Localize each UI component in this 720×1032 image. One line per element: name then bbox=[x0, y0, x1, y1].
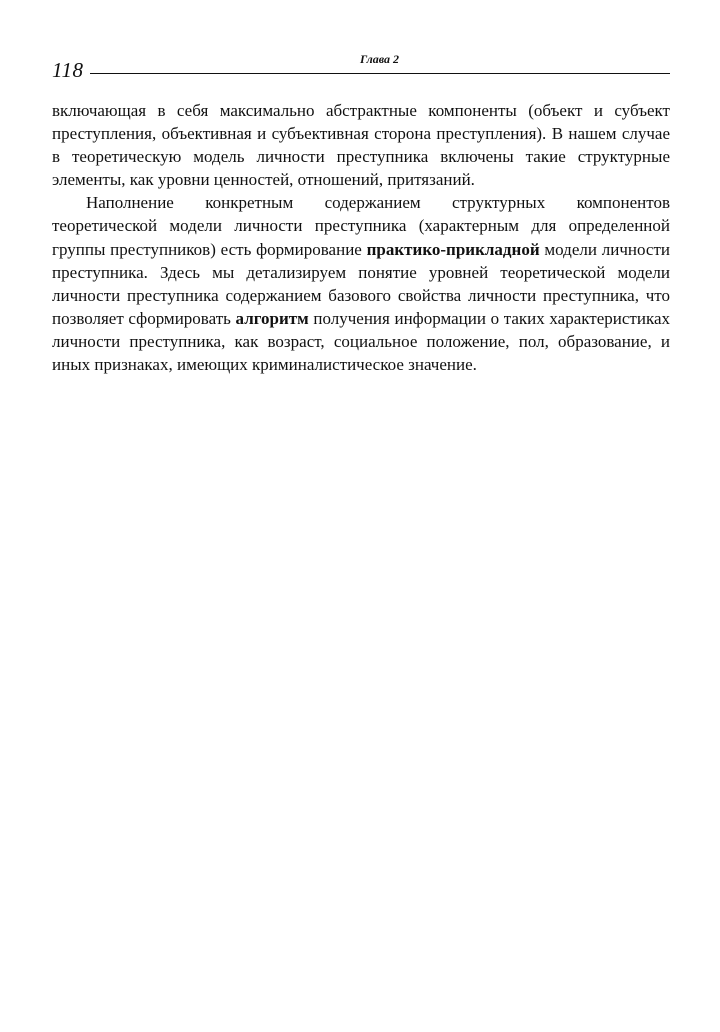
paragraph-2-text: получения информации о таких характеристиках личности преступника, как возраст, социальное положение, пол, образование, и иных признаках, имеющих криминалистическое значение. bbox=[52, 308, 670, 375]
body-text bbox=[52, 99, 670, 376]
paragraph-2-text: модели личности преступника. Здесь мы детализируем понятие уровней теоретической модели личности преступника содержанием базового свойства личности преступника, что позволяет сформировать bbox=[52, 239, 670, 328]
paragraph-2 bbox=[52, 191, 670, 376]
paragraph-1-text: включающая в себя максимально абстрактные компоненты (объект и субъект преступления, объективная и субъективная сторона преступления). В нашем случае в теоретическую модель личности преступника включены такие структурные элементы, как уровни ценностей, отношений, притязаний. bbox=[52, 101, 670, 190]
emphasis-practical-applied: практико-прикладной bbox=[366, 239, 540, 259]
paragraph-1 bbox=[52, 99, 670, 191]
header-rule bbox=[90, 73, 670, 74]
paragraph-2-text: Наполнение конкретным содержанием структурных компонентов теоретической модели личности преступника (характерным для определенной группы преступников) есть формирование bbox=[52, 193, 670, 259]
page-number: 118 bbox=[52, 58, 84, 82]
emphasis-algorithm: алгоритм bbox=[235, 308, 309, 328]
chapter-title: Глава 2 bbox=[360, 52, 400, 66]
running-head bbox=[52, 52, 670, 82]
